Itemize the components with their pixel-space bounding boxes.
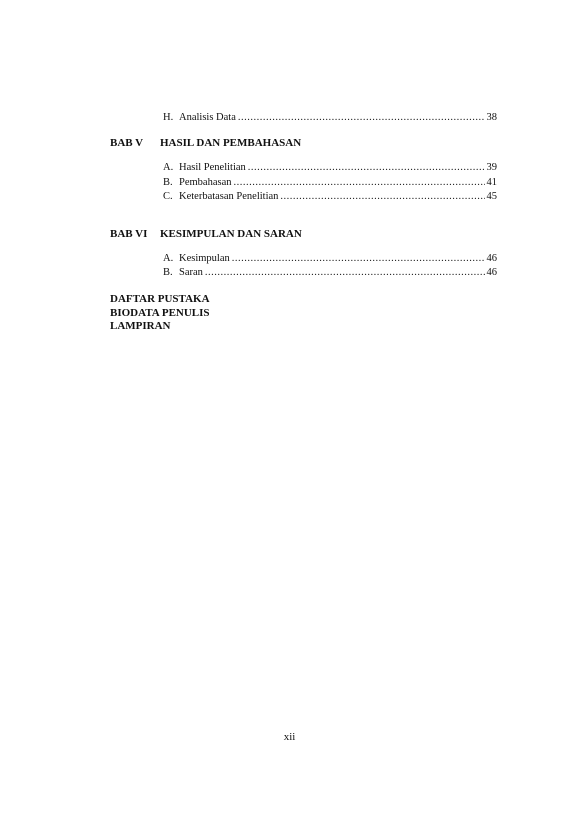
dot-leader bbox=[238, 111, 485, 124]
toc-entry-pembahasan[interactable] bbox=[163, 176, 497, 189]
toc-entry-label: Keterbatasan Penelitian bbox=[179, 191, 279, 202]
toc-entry-letter: A. bbox=[163, 162, 174, 173]
toc-entry-letter: A. bbox=[163, 253, 174, 264]
toc-entry-label: Kesimpulan bbox=[179, 253, 230, 264]
toc-entry-page: 41 bbox=[486, 177, 497, 188]
page-number: xii bbox=[283, 731, 296, 743]
toc-entry-page: 38 bbox=[486, 112, 497, 123]
toc-biodata-penulis[interactable]: BIODATA PENULIS bbox=[110, 307, 210, 319]
toc-entry-label: Saran bbox=[179, 267, 203, 278]
toc-entry-page: 45 bbox=[486, 191, 497, 202]
toc-lampiran[interactable]: LAMPIRAN bbox=[110, 320, 171, 332]
chapter-number: BAB VI bbox=[110, 228, 148, 240]
toc-entry-letter: H. bbox=[163, 112, 174, 123]
toc-entry-label: Pembahasan bbox=[179, 177, 232, 188]
toc-entry-analisis-data[interactable] bbox=[163, 111, 497, 124]
dot-leader bbox=[248, 161, 485, 174]
toc-entry-label: Analisis Data bbox=[179, 112, 236, 123]
toc-entry-keterbatasan-penelitian[interactable] bbox=[163, 190, 497, 203]
chapter-number: BAB V bbox=[110, 137, 144, 149]
toc-entry-page: 39 bbox=[486, 162, 497, 173]
dot-leader bbox=[280, 190, 484, 203]
dot-leader bbox=[234, 176, 485, 189]
toc-entry-label: Hasil Penelitian bbox=[179, 162, 246, 173]
toc-entry-hasil-penelitian[interactable] bbox=[163, 161, 497, 174]
chapter-heading-bab-v[interactable] bbox=[110, 137, 301, 150]
toc-entry-letter: B. bbox=[163, 177, 173, 188]
chapter-title: KESIMPULAN DAN SARAN bbox=[160, 228, 302, 240]
chapter-title: HASIL DAN PEMBAHASAN bbox=[160, 137, 302, 149]
chapter-heading-bab-vi[interactable] bbox=[110, 228, 302, 241]
toc-daftar-pustaka[interactable]: DAFTAR PUSTAKA bbox=[110, 293, 210, 305]
dot-leader bbox=[232, 252, 485, 265]
toc-entry-letter: B. bbox=[163, 267, 173, 278]
toc-entry-page: 46 bbox=[486, 267, 497, 278]
toc-entry-kesimpulan[interactable] bbox=[163, 252, 497, 265]
toc-entry-page: 46 bbox=[486, 253, 497, 264]
toc-entry-letter: C. bbox=[163, 191, 173, 202]
toc-entry-saran[interactable] bbox=[163, 266, 497, 279]
dot-leader bbox=[205, 266, 485, 279]
